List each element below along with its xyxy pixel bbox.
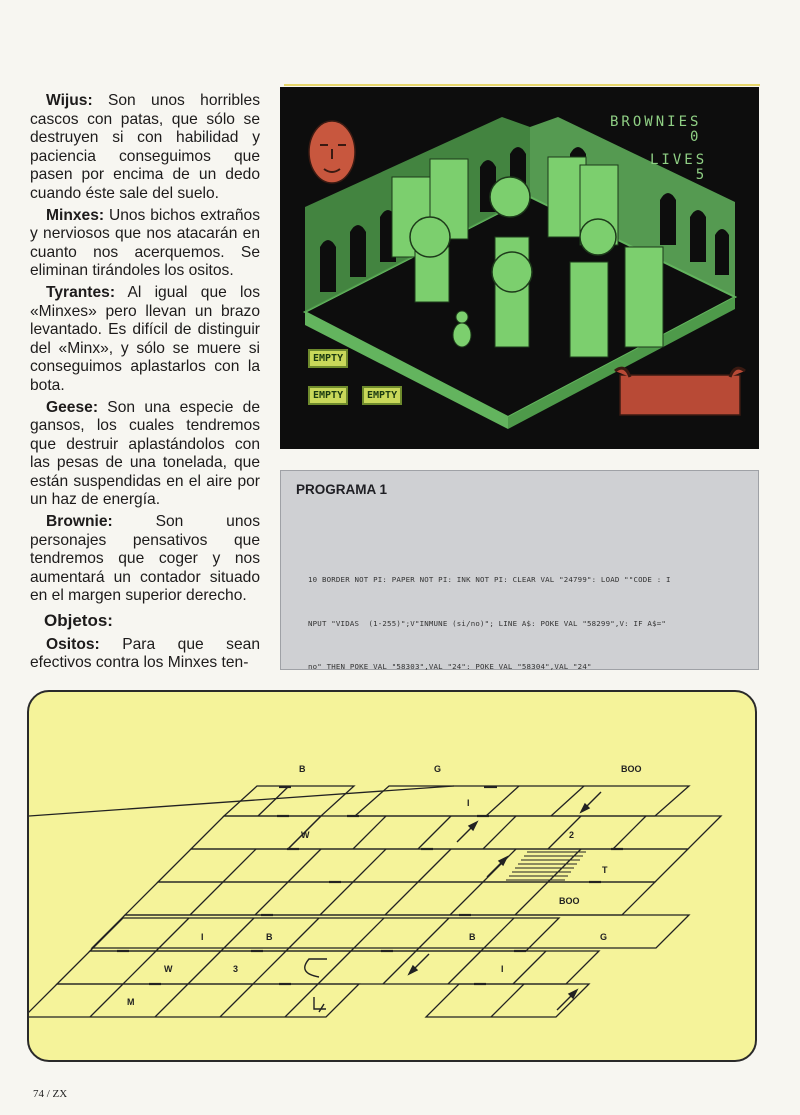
map-label-g-lower: G [600,932,608,942]
face-icon [309,121,355,183]
article-text-column [30,92,260,676]
paragraph-tyrantes: Tyrantes: Al igual que los «Minxes» pero llevan un brazo levantado. Es difícil de distinguir del «Minx», y sólo se muere si conseguimos aplastarlos con la bota. [30,283,260,394]
game-screenshot [280,87,759,449]
paragraph-minxes: Minxes: Unos bichos extraños y nerviosos que nos atacarán en cuanto nos acerquemos. Se eliminan tirándoles los ositos. [30,206,260,280]
program-title: PROGRAMA 1 [296,482,388,497]
map-grid [29,692,759,1064]
inventory-slot-1: EMPTY [308,349,348,368]
map-label-boo-top: BOO [621,764,642,774]
objects-heading: Objetos: [44,611,113,631]
map-label-g-top: G [434,764,442,774]
map-label-i-upper: I [467,798,470,808]
map-label-t: T [602,865,608,875]
sofa-icon [615,368,745,415]
map-label-w-upper: W [301,830,310,840]
paragraph-ositos: Ositos: Para que sean efectivos contra los Minxes ten- [30,635,260,672]
map-label-b-top: B [299,764,306,774]
top-rule [284,84,760,86]
map-label-2: 2 [569,830,575,840]
paragraph-brownie: Brownie: Son unos personajes pensativos que tendremos que coger y nos aumentará un contador situado en el margen superior derecho. [30,513,260,605]
map-label-m: M [127,997,135,1007]
inventory-slot-3: EMPTY [362,386,402,405]
program-code: 10 BORDER NOT PI: PAPER NOT PI: INK NOT PI: CLEAR VAL "24799": LOAD ""CODE : I NPUT "VIDAS (1-255)";V"INMUNE (si/no)"; LINE A$: POKE VAL "58299",V: IF A$=" no" THEN POKE VAL "58303",VAL "24": POKE VAL "58304",VAL "24" [308,575,671,671]
program-listing-box [280,470,759,670]
map-label-i-lower: I [201,932,204,942]
map-label-boo-middle: BOO [559,896,580,906]
page-folio: 74 / ZX [33,1088,68,1100]
paragraph-geese: Geese: Son una especie de gansos, los cuales tendremos que destruir aplastándolos con las pesas de una tonelada, que están suspendidas en el aire por un haz de energía. [30,398,260,509]
inventory-slot-2: EMPTY [308,386,348,405]
hud-brownies: BROWNIES 0 [610,114,702,145]
map-label-w-lower: W [164,964,173,974]
map-label-i-bottom: I [501,964,504,974]
hud-lives: LIVES 5 [650,152,708,183]
map-label-b-lower-right: B [469,932,476,942]
paragraph-wijus: Wijus: Son unos horribles cascos con patas, que sólo se destruyen si con habilidad y paciencia conseguimos que pasen por encima de un dedo cuando éste sale del suelo. [30,92,260,202]
map-label-b-lower-left: B [266,932,273,942]
map-label-3: 3 [233,964,239,974]
game-map [27,690,757,1062]
